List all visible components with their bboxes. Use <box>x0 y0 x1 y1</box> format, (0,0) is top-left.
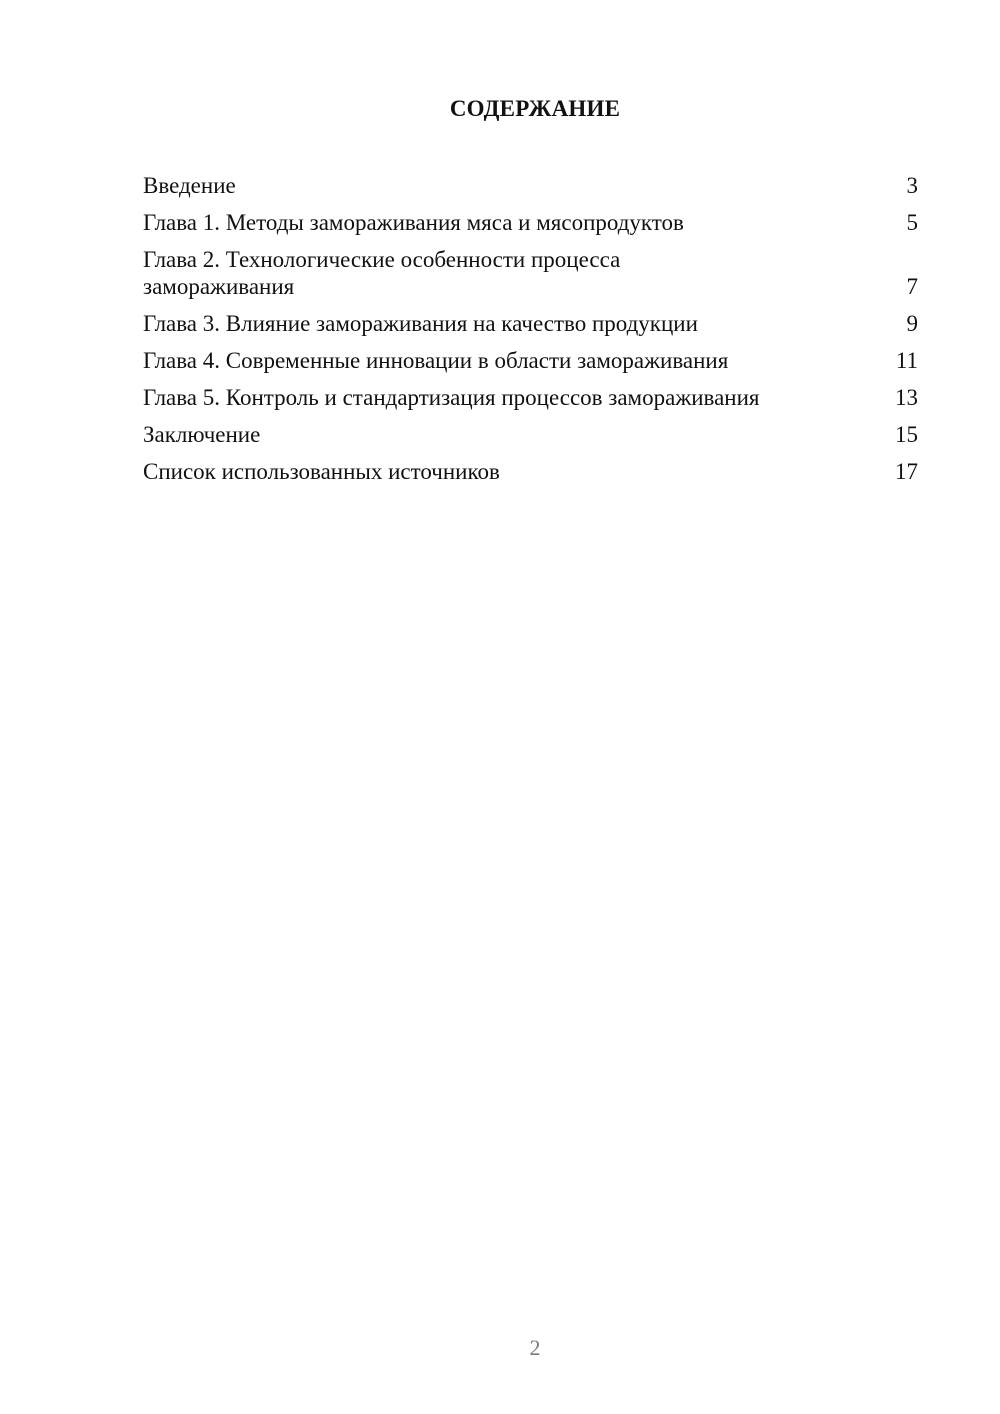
toc-entry-references <box>143 458 918 485</box>
toc-entry-title: Введение <box>143 173 236 198</box>
toc-entry-title: Глава 1. Методы замораживания мяса и мясопродуктов <box>143 210 684 235</box>
toc-entry-page: 3 <box>906 173 918 198</box>
page-number: 2 <box>529 1335 541 1360</box>
toc-entry-conclusion <box>143 421 918 448</box>
toc-entry-page: 5 <box>906 210 918 235</box>
toc-entry-title: Глава 4. Современные инновации в области замораживания <box>143 348 729 373</box>
toc-entry-page: 7 <box>906 274 918 299</box>
toc-heading: СОДЕРЖАНИЕ <box>449 96 621 121</box>
toc-entry-chapter-3 <box>143 310 918 337</box>
toc-entry-title: Заключение <box>143 422 261 447</box>
toc-entry-title: Глава 3. Влияние замораживания на качество продукции <box>143 311 698 336</box>
toc-entry-page: 11 <box>895 348 918 373</box>
toc-entry-chapter-1 <box>143 209 918 236</box>
toc-entry-page: 17 <box>895 459 918 484</box>
toc-entry-page: 13 <box>895 385 918 410</box>
toc-entry-page: 9 <box>906 311 918 336</box>
toc-entry-chapter-2 <box>143 246 918 300</box>
toc-entry-chapter-5 <box>143 384 918 411</box>
table-of-contents <box>143 172 918 495</box>
toc-entry-chapter-4 <box>143 347 918 374</box>
toc-entry-title: Глава 2. Технологические особенности процесса замораживания <box>143 247 621 299</box>
toc-entry-title: Список использованных источников <box>143 459 500 484</box>
toc-entry-introduction <box>143 172 918 199</box>
toc-entry-page: 15 <box>895 422 918 447</box>
toc-entry-title: Глава 5. Контроль и стандартизация процессов замораживания <box>143 385 760 410</box>
